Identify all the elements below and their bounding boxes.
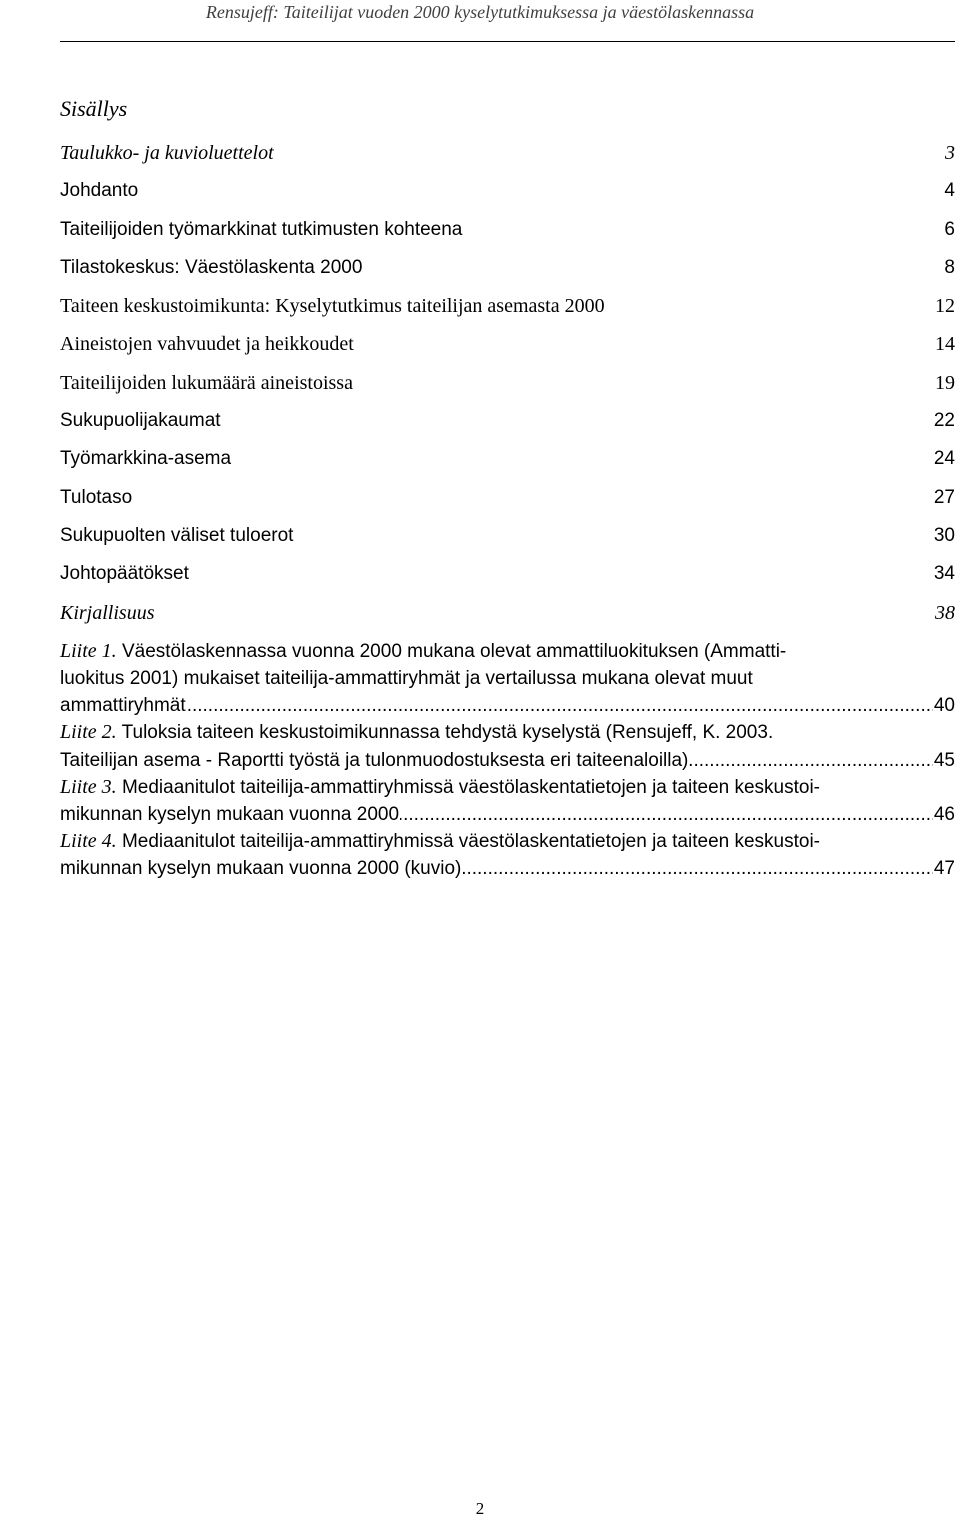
toc-entry-title: Kirjallisuus	[60, 601, 155, 624]
appendix-title-line: Tuloksia taiteen keskustoimikunnassa tehdystä kyselystä (Rensujeff, K. 2003.	[121, 722, 774, 744]
toc-entry[interactable]	[60, 172, 955, 210]
appendix-page: 46	[933, 801, 955, 828]
toc-entry-page: 3	[944, 134, 955, 172]
page-number: 2	[475, 1499, 485, 1518]
toc-entry-title: Tilastokeskus: Väestölaskenta 2000	[60, 256, 363, 278]
toc-entry[interactable]	[60, 211, 955, 249]
toc-entry-title: Taiteilijoiden työmarkkinat tutkimusten kohteena	[60, 218, 463, 240]
toc-entry[interactable]	[60, 287, 955, 325]
toc-entry[interactable]	[60, 402, 955, 440]
appendix-label: Liite 2.	[60, 721, 117, 744]
toc-entry-page: 34	[933, 555, 955, 593]
toc-entry[interactable]	[60, 479, 955, 517]
toc-appendix-entry[interactable]	[60, 638, 955, 720]
toc-entry-page: 19	[934, 364, 955, 402]
appendix-page: 47	[933, 855, 955, 882]
toc-entry[interactable]	[60, 440, 955, 478]
toc-entry-title: Johdanto	[60, 180, 139, 202]
appendix-last-line	[60, 692, 955, 719]
toc-entry-page: 24	[933, 440, 955, 478]
appendix-title-line: Väestölaskennassa vuonna 2000 mukana olevat ammattiluokituksen (Ammatti-	[121, 640, 787, 662]
toc-entry-page: 38	[934, 594, 955, 632]
appendix-page: 40	[933, 692, 955, 719]
toc-entry[interactable]	[60, 249, 955, 287]
appendix-last-line	[60, 855, 955, 882]
toc-entry-title: Sukupuolijakaumat	[60, 410, 221, 432]
toc-entry-title: Taulukko- ja kuvioluettelot	[60, 142, 274, 164]
toc-entry-title: Työmarkkina-asema	[60, 448, 232, 470]
toc-entry-page: 4	[943, 172, 955, 210]
appendix-title-end: mikunnan kyselyn mukaan vuonna 2000	[60, 804, 400, 826]
toc-entry-page: 27	[933, 479, 955, 517]
toc-entry-title: Taiteen keskustoimikunta: Kyselytutkimus taiteilijan asemasta 2000	[60, 295, 605, 318]
appendix-title-line: luokitus 2001) mukaiset taiteilija-ammattiryhmät ja vertailussa mukana olevat muut	[60, 668, 753, 690]
toc-entry[interactable]	[60, 364, 955, 402]
appendix-page: 45	[933, 747, 955, 774]
appendix-label: Liite 1.	[60, 639, 117, 662]
toc-entry-title: Johtopäätökset	[60, 563, 189, 585]
toc-entry[interactable]	[60, 594, 955, 632]
appendix-title-line: Mediaanitulot taiteilija-ammattiryhmissä väestölaskentatietojen ja taiteen keskustoi-	[121, 831, 821, 853]
toc-entry-page: 30	[933, 517, 955, 555]
toc-entry-title: Sukupuolten väliset tuloerot	[60, 524, 294, 546]
appendix-last-line	[60, 801, 955, 828]
header-rule	[60, 41, 955, 42]
running-header: Rensujeff: Taiteilijat vuoden 2000 kyselytutkimuksessa ja väestölaskennassa	[205, 2, 755, 22]
toc-entry-page: 6	[943, 211, 955, 249]
appendix-title-end: ammattiryhmät	[60, 695, 186, 717]
toc-entry-page: 14	[934, 325, 955, 363]
appendix-title-line: Mediaanitulot taiteilija-ammattiryhmissä väestölaskentatietojen ja taiteen keskustoi-	[121, 776, 821, 798]
appendix-label: Liite 3.	[60, 775, 117, 798]
toc-entry-page: 8	[943, 249, 955, 287]
toc-entry[interactable]	[60, 325, 955, 363]
appendix-title-end: Taiteilijan asema - Raportti työstä ja tulonmuodostuksesta eri taiteenaloilla)	[60, 749, 689, 771]
appendix-label: Liite 4.	[60, 830, 117, 853]
appendix-title-end: mikunnan kyselyn mukaan vuonna 2000 (kuvio)	[60, 858, 462, 880]
toc-entry[interactable]	[60, 555, 955, 593]
appendix-last-line	[60, 747, 955, 774]
table-of-contents	[60, 134, 955, 883]
toc-heading: Sisällys	[60, 96, 128, 121]
toc-appendix-entry[interactable]	[60, 719, 955, 773]
toc-entry[interactable]	[60, 134, 955, 172]
toc-appendix-entry[interactable]	[60, 774, 955, 828]
toc-entry-page: 22	[933, 402, 955, 440]
toc-entry-page: 12	[934, 287, 955, 325]
toc-appendix-entry[interactable]	[60, 828, 955, 882]
toc-entry-title: Taiteilijoiden lukumäärä aineistoissa	[60, 371, 353, 394]
toc-entry-title: Aineistojen vahvuudet ja heikkoudet	[60, 333, 354, 356]
toc-entry-title: Tulotaso	[60, 486, 133, 508]
toc-entry[interactable]	[60, 517, 955, 555]
